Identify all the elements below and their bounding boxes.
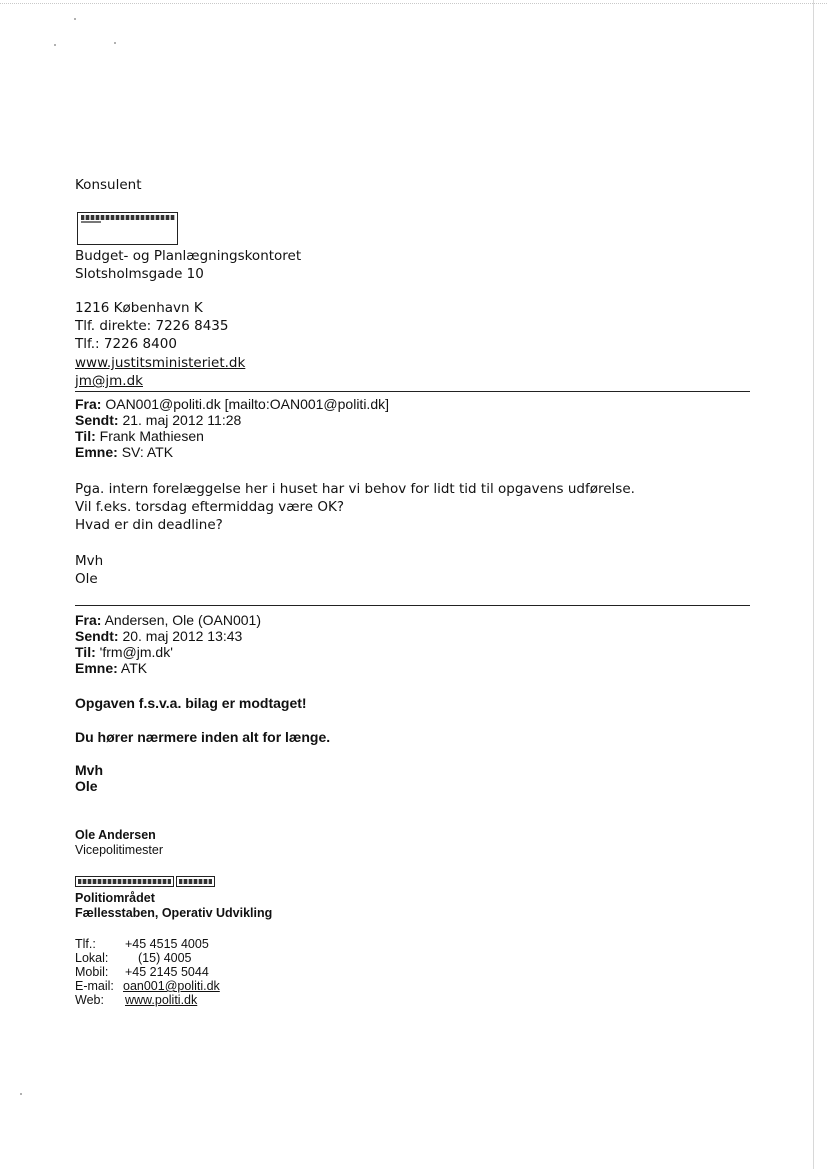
signature-unit: Fællesstaben, Operativ Udvikling bbox=[75, 906, 273, 920]
sender-phone-direct: Tlf. direkte: 7226 8435 bbox=[75, 318, 229, 334]
original-sent-label: Sendt: bbox=[75, 628, 119, 644]
politi-logo-image-2 bbox=[176, 876, 215, 887]
original-to-value: 'frm@jm.dk' bbox=[99, 644, 173, 660]
sender-street: Slotsholmsgade 10 bbox=[75, 266, 204, 282]
signature-phone-value: +45 4515 4005 bbox=[125, 937, 209, 951]
reply-from-value: OAN001@politi.dk [mailto:OAN001@politi.dk] bbox=[105, 396, 390, 412]
signature-web-label: Web: bbox=[75, 993, 104, 1007]
scan-speck bbox=[20, 1093, 22, 1095]
reply-subject bbox=[75, 444, 173, 460]
signature-name: Ole Andersen bbox=[75, 828, 156, 842]
signature-org: Politiområdet bbox=[75, 891, 155, 905]
original-from bbox=[75, 612, 261, 628]
reply-body-line-3: Hvad er din deadline? bbox=[75, 517, 223, 533]
signature-phone-label: Tlf.: bbox=[75, 937, 96, 951]
reply-closing: Mvh bbox=[75, 553, 104, 569]
signature-email-row bbox=[75, 979, 220, 993]
signature-email-link[interactable]: oan001@politi.dk bbox=[123, 979, 220, 993]
signature-local-label: Lokal: bbox=[75, 951, 109, 965]
reply-from bbox=[75, 396, 389, 412]
original-name: Ole bbox=[75, 778, 98, 794]
signature-local-value: (15) 4005 bbox=[138, 951, 192, 965]
original-subject-label: Emne: bbox=[75, 660, 118, 676]
original-line-1: Opgaven f.s.v.a. bilag er modtaget! bbox=[75, 695, 307, 711]
sender-title: Konsulent bbox=[75, 177, 142, 193]
reply-subject-value: SV: ATK bbox=[121, 444, 174, 460]
scan-edge-right bbox=[813, 0, 814, 1169]
politi-logo-image bbox=[75, 876, 174, 887]
signature-mobile-row bbox=[75, 965, 209, 979]
reply-body-line-1: Pga. intern forelæggelse her i huset har vi behov for lidt tid til opgavens udførelse. bbox=[75, 481, 635, 497]
header-divider bbox=[75, 391, 750, 392]
sender-phone: Tlf.: 7226 8400 bbox=[75, 336, 177, 352]
original-subject-value: ATK bbox=[120, 660, 148, 676]
original-line-2: Du hører nærmere inden alt for længe. bbox=[75, 729, 331, 745]
reply-to-label: Til: bbox=[75, 428, 96, 444]
reply-sent-label: Sendt: bbox=[75, 412, 119, 428]
original-closing: Mvh bbox=[75, 762, 103, 778]
scan-speck bbox=[74, 18, 76, 20]
reply-sent-value: 21. maj 2012 11:28 bbox=[122, 412, 242, 428]
original-sent bbox=[75, 628, 242, 644]
original-subject bbox=[75, 660, 147, 676]
signature-phone-row bbox=[75, 937, 209, 951]
sender-website-link[interactable]: www.justitsministeriet.dk bbox=[75, 355, 246, 371]
scan-speck bbox=[54, 44, 56, 46]
reply-body-line-2: Vil f.eks. torsdag eftermiddag være OK? bbox=[75, 499, 345, 515]
sender-city: 1216 København K bbox=[75, 300, 203, 316]
reply-name: Ole bbox=[75, 571, 98, 587]
reply-sent bbox=[75, 412, 241, 428]
signature-local-row bbox=[75, 951, 192, 965]
original-from-label: Fra: bbox=[75, 612, 102, 628]
original-sent-value: 20. maj 2012 13:43 bbox=[122, 628, 243, 644]
signature-web-link[interactable]: www.politi.dk bbox=[125, 993, 198, 1007]
scan-speck bbox=[114, 42, 116, 44]
jm-logo-image bbox=[77, 212, 178, 245]
original-divider bbox=[75, 605, 750, 606]
signature-mobile-value: +45 2145 5044 bbox=[125, 965, 209, 979]
original-to bbox=[75, 644, 173, 660]
signature-role: Vicepolitimester bbox=[75, 843, 164, 857]
reply-subject-label: Emne: bbox=[75, 444, 118, 460]
sender-office: Budget- og Planlægningskontoret bbox=[75, 248, 302, 264]
sender-email-link[interactable]: jm@jm.dk bbox=[75, 373, 143, 389]
signature-email-label: E-mail: bbox=[75, 979, 114, 993]
signature-mobile-label: Mobil: bbox=[75, 965, 109, 979]
reply-from-label: Fra: bbox=[75, 396, 102, 412]
reply-to-value: Frank Mathiesen bbox=[99, 428, 204, 444]
original-to-label: Til: bbox=[75, 644, 96, 660]
scan-edge-top bbox=[0, 3, 827, 4]
reply-to bbox=[75, 428, 204, 444]
signature-web-row bbox=[75, 993, 197, 1007]
original-from-value: Andersen, Ole (OAN001) bbox=[104, 612, 261, 628]
